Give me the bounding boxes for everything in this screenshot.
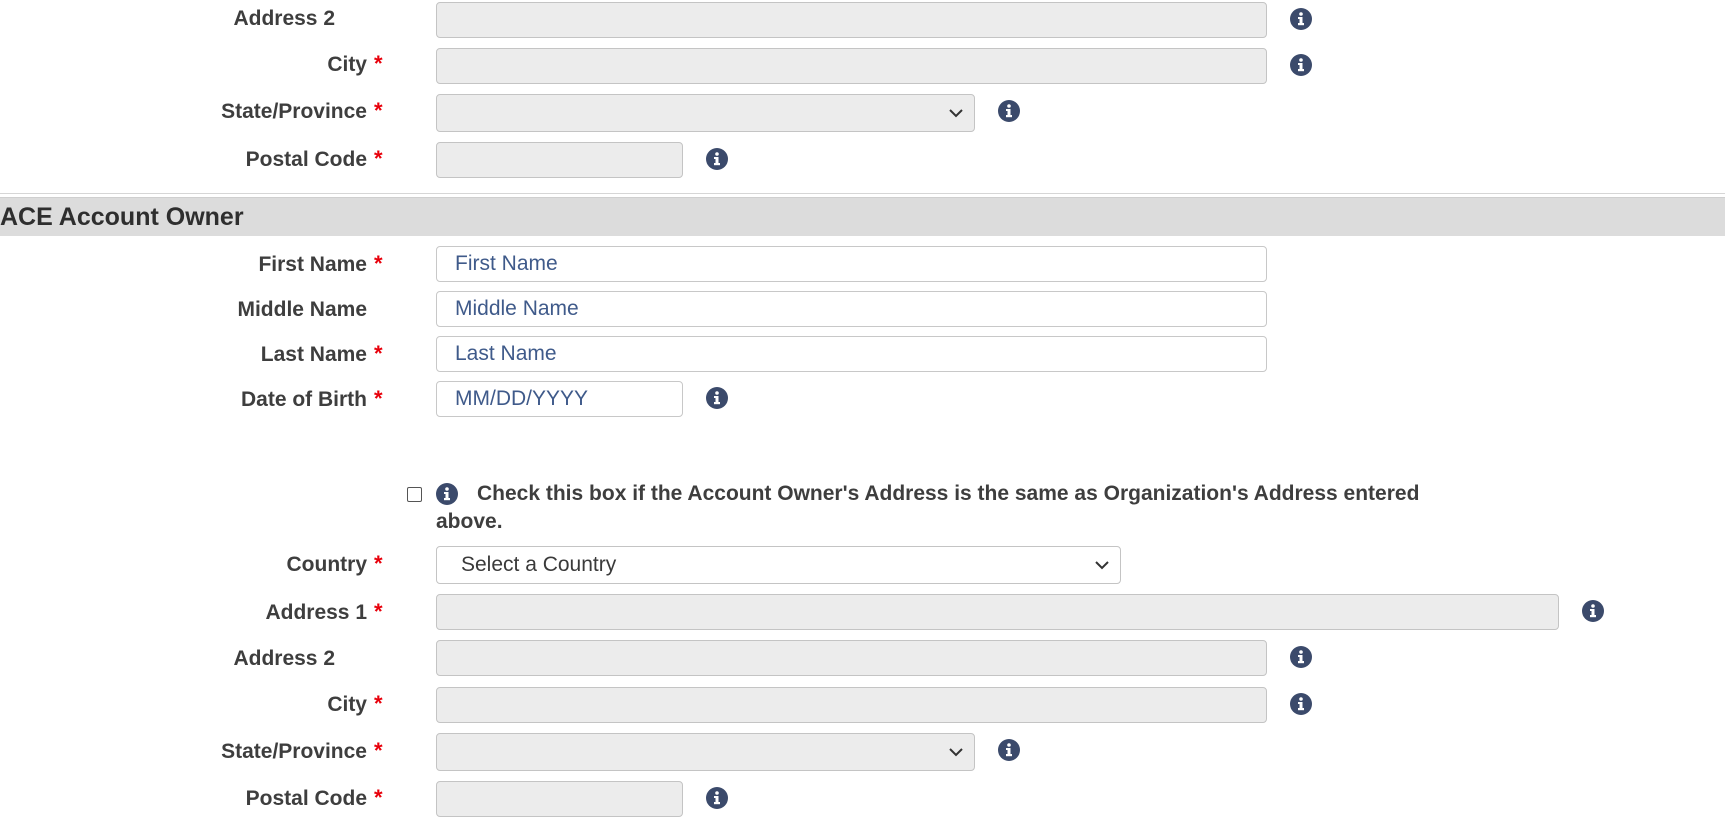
middle-name-field[interactable] [436,291,1267,327]
org-state-select[interactable] [436,94,975,132]
info-circle-icon[interactable] [706,387,728,409]
org-postal-field[interactable] [436,142,683,178]
state-label: State/Province [221,740,367,763]
org-postal-label: Postal Code [245,148,367,171]
org-address2-field[interactable] [436,2,1267,38]
asterisk-icon: * [374,51,383,76]
asterisk-icon: * [374,738,383,763]
dob-field[interactable] [436,381,683,417]
last-name-input[interactable] [437,337,1266,371]
chevron-down-icon [1094,557,1110,573]
org-postal-input[interactable] [437,143,682,177]
first-name-input[interactable] [437,247,1266,281]
org-state-label: State/Province [221,100,367,123]
chevron-down-icon [948,744,964,760]
info-circle-icon[interactable] [998,100,1020,122]
city-field[interactable] [436,687,1267,723]
org-city-input[interactable] [437,49,1266,83]
same-address-text-line1: Check this box if the Account Owner's Address is the same as Organization's Address entered [477,482,1420,505]
address1-field[interactable] [436,594,1559,630]
state-select[interactable] [436,733,975,771]
org-address2-input[interactable] [437,3,1266,37]
address1-label: Address 1 [265,601,367,624]
city-input[interactable] [437,688,1266,722]
info-circle-icon[interactable] [1582,600,1604,622]
country-select[interactable] [436,546,1121,584]
asterisk-icon: * [374,341,383,366]
org-city-field[interactable] [436,48,1267,84]
asterisk-icon: * [374,551,383,576]
org-city-label: City [327,53,367,76]
address2-label: Address 2 [233,647,335,670]
info-circle-icon[interactable] [1290,54,1312,76]
country-selected-value: Select a Country [461,553,617,576]
section-divider [0,193,1725,194]
section-header [0,197,1725,236]
section-title: ACE Account Owner [0,203,244,231]
city-label: City [327,693,367,716]
dob-input[interactable] [437,382,682,416]
info-circle-icon[interactable] [436,483,458,505]
info-circle-icon[interactable] [1290,8,1312,30]
chevron-down-icon [948,105,964,121]
org-address2-label: Address 2 [233,7,335,30]
postal-label: Postal Code [245,787,367,810]
first-name-label: First Name [258,253,367,276]
address1-input[interactable] [437,595,1558,629]
last-name-label: Last Name [260,343,367,366]
postal-field[interactable] [436,781,683,817]
same-address-text-line2: above. [436,510,503,533]
asterisk-icon: * [374,386,383,411]
info-circle-icon[interactable] [998,739,1020,761]
asterisk-icon: * [374,98,383,123]
asterisk-icon: * [374,599,383,624]
asterisk-icon: * [374,251,383,276]
dob-label: Date of Birth [241,388,367,411]
middle-name-input[interactable] [437,292,1266,326]
postal-input[interactable] [437,782,682,816]
first-name-field[interactable] [436,246,1267,282]
same-address-checkbox[interactable] [407,487,422,502]
info-circle-icon[interactable] [1290,693,1312,715]
asterisk-icon: * [374,785,383,810]
middle-name-label: Middle Name [237,298,367,321]
asterisk-icon: * [374,691,383,716]
country-label: Country [286,553,367,576]
info-circle-icon[interactable] [1290,646,1312,668]
asterisk-icon: * [374,146,383,171]
address2-field[interactable] [436,640,1267,676]
address2-input[interactable] [437,641,1266,675]
last-name-field[interactable] [436,336,1267,372]
info-circle-icon[interactable] [706,787,728,809]
info-circle-icon[interactable] [706,148,728,170]
